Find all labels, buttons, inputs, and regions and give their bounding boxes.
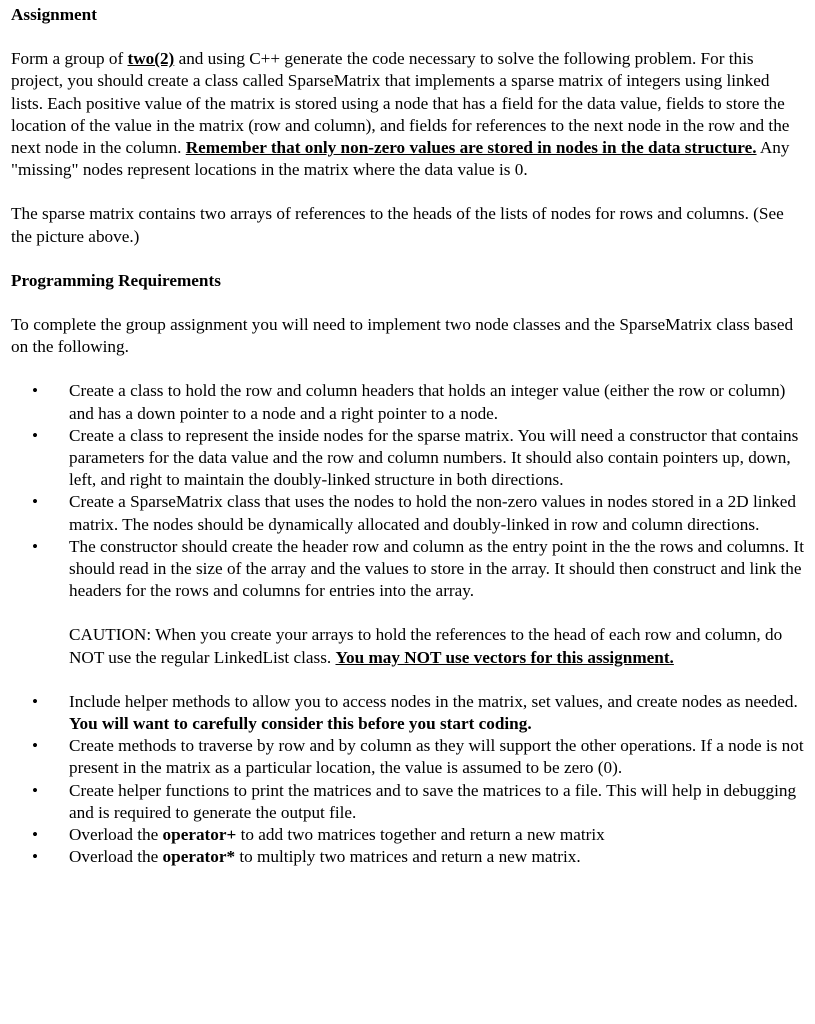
list-item-text: The constructor should create the header row and column as the entry point in the the rows and columns. It should read in the size of the array and the values to store in the array. It should then construct and link the headers for the rows and columns for entries into the array.: [69, 536, 805, 601]
multiply-operator-text: to multiply two matrices and return a new matrix.: [235, 847, 581, 867]
plus-operator: operator+: [162, 825, 237, 845]
list-item-text: Create a class to represent the inside nodes for the sparse matrix. You will need a constructor that contains parameters for the data value and the row and column numbers. It should also contain pointers up, down, left, and right to maintain the doubly-linked structure in both directions.: [69, 425, 799, 490]
list-item: [11, 735, 805, 779]
list-item: [11, 846, 805, 868]
list-item-text: Create methods to traverse by row and by column as they will support the other operations. If a node is not present in the matrix as a particular location, the value is assumed to be zero (0).: [69, 736, 804, 778]
complete-paragraph: To complete the group assignment you will need to implement two node classes and the SparseMatrix class based on the following.: [11, 315, 794, 357]
sparse-matrix-paragraph: The sparse matrix contains two arrays of references to the heads of the lists of nodes for rows and columns. (See the picture above.): [11, 204, 784, 246]
bullet-icon: •: [32, 492, 39, 512]
list-item: [11, 691, 805, 735]
intro-text-3: Any "missing" nodes represent locations in the matrix where the data value is 0.: [11, 138, 790, 180]
list-item: [11, 425, 805, 492]
bullet-icon: •: [32, 536, 39, 556]
list-item: [11, 824, 805, 846]
helpers-text: Include helper methods to allow you to access nodes in the matrix, set values, and create nodes as needed.: [69, 691, 798, 711]
intro-text-1: Form a group of: [11, 49, 128, 69]
bullet-icon: •: [32, 691, 39, 711]
bullet-icon: •: [32, 780, 39, 800]
overload-word: Overload the: [69, 847, 163, 867]
group-size: two(2): [127, 49, 175, 69]
list-item: [11, 536, 805, 603]
list-item: [11, 491, 805, 535]
bullet-icon: •: [32, 381, 39, 401]
list-item: [11, 380, 805, 424]
bullet-icon: •: [32, 825, 39, 845]
list-item-text: Create a class to hold the row and column headers that holds an integer value (either the row or column) and has a down pointer to a node and a right pointer to a node.: [69, 381, 786, 423]
bullet-icon: •: [32, 425, 39, 445]
overload-word: Overload the: [69, 825, 163, 845]
helpers-bold-note: You will want to carefully consider this before you start coding.: [69, 714, 532, 734]
multiply-operator: operator*: [162, 847, 236, 867]
caution-paragraph: [11, 624, 805, 668]
intro-paragraph: [11, 48, 805, 181]
list-item: [11, 780, 805, 824]
requirements-heading: Programming Requirements: [11, 270, 221, 290]
plus-operator-text: to add two matrices together and return a new matrix: [236, 825, 605, 845]
requirements-list-1: [11, 380, 805, 602]
remember-note: Remember that only non-zero values are stored in nodes in the data structure.: [185, 138, 757, 158]
caution-bold-note: You may NOT use vectors for this assignment.: [335, 647, 674, 667]
caution-text: CAUTION: When you create your arrays to hold the references to the head of each row and column, do NOT use the regular LinkedList class.: [69, 625, 783, 667]
bullet-icon: •: [32, 736, 39, 756]
page-title: Assignment: [11, 5, 97, 24]
bullet-icon: •: [32, 847, 39, 867]
intro-text-2: and using C++ generate the code necessary to solve the following problem. For this project, you should create a class called SparseMatrix that implements a sparse matrix of integers using linked lists. Each positive value of the matrix is stored using a node that has a field for the data value, fields to store the location of the value in the matrix (row and column), and fields for references to the next node in the row and the next node in the column.: [11, 49, 790, 158]
requirements-list-2: [11, 691, 805, 869]
list-item-text: Create a SparseMatrix class that uses the nodes to hold the non-zero values in nodes stored in a 2D linked matrix. The nodes should be dynamically allocated and doubly-linked in row and column directions.: [69, 492, 796, 534]
list-item-text: Create helper functions to print the matrices and to save the matrices to a file. This will help in debugging and is required to generate the output file.: [69, 780, 797, 822]
